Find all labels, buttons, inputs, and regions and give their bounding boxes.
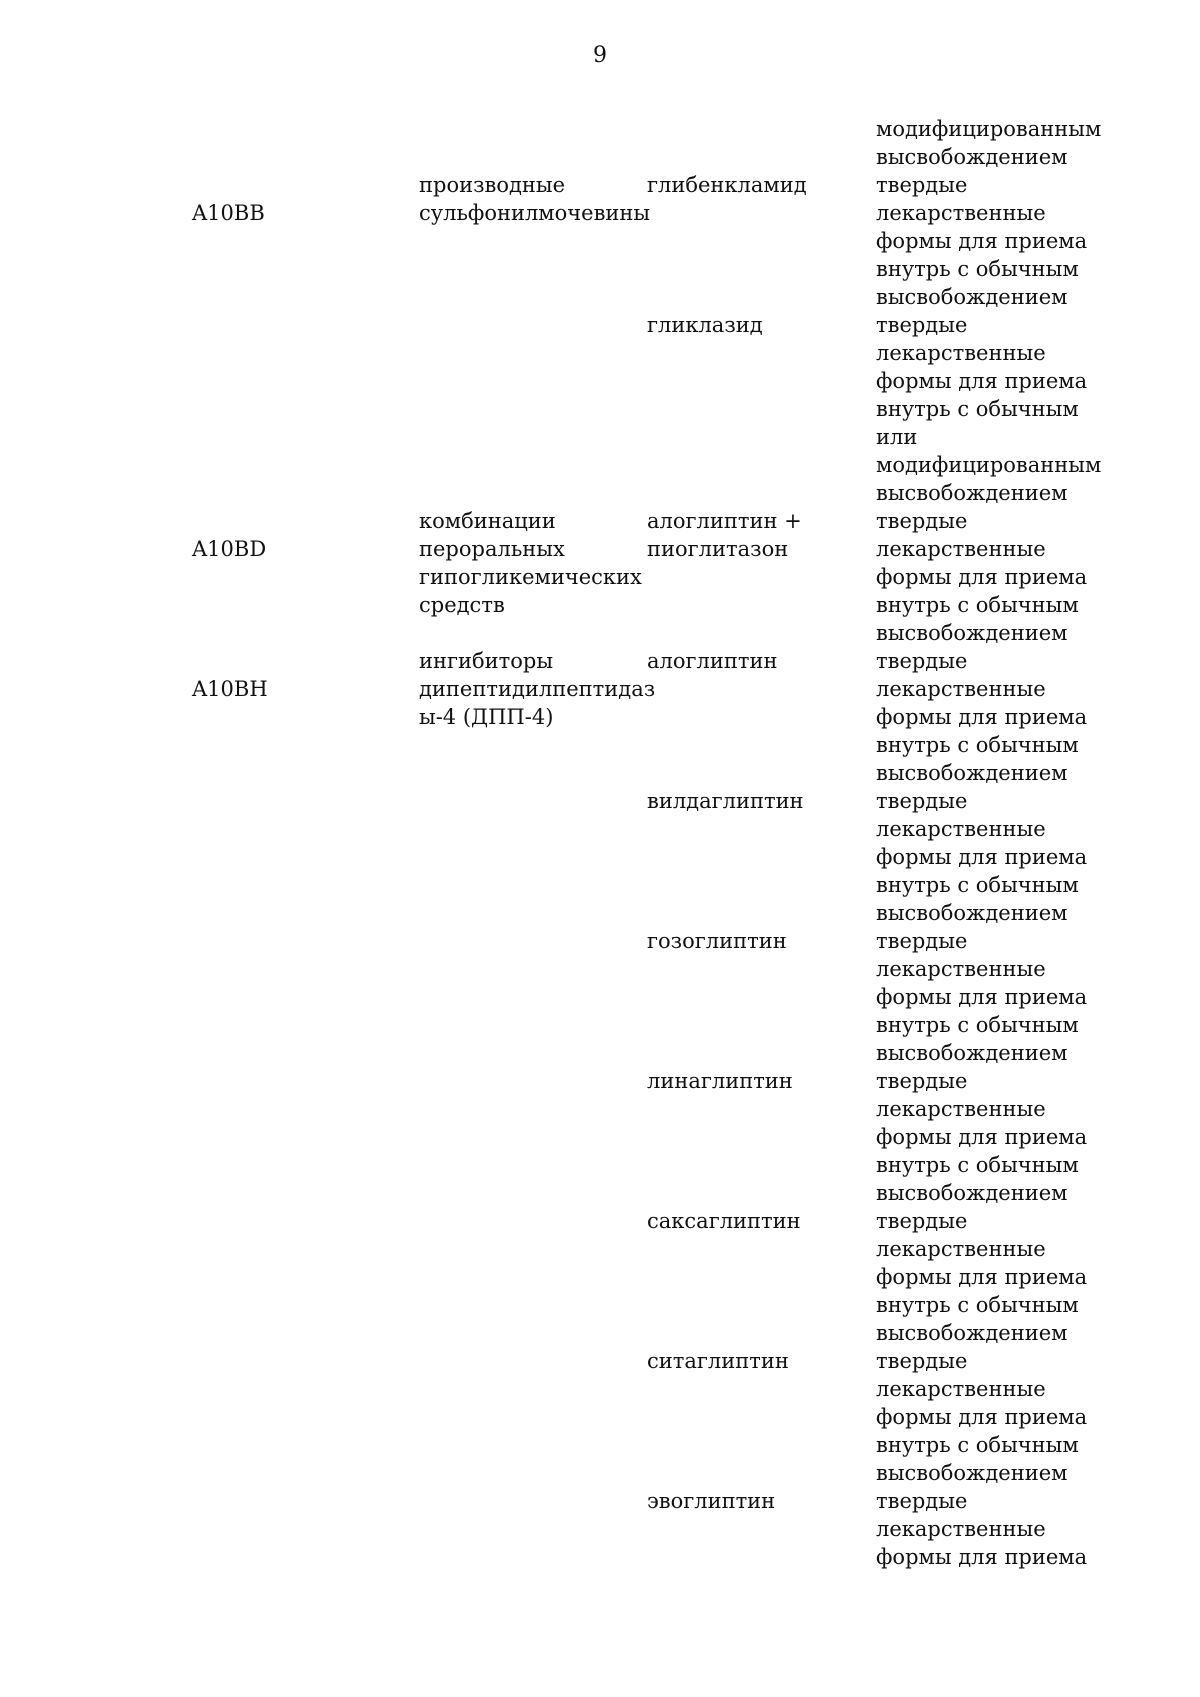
dosage-form: формы для приема <box>876 565 1088 589</box>
atc-code: A10BB <box>192 201 265 225</box>
dosage-form: твердые <box>876 313 968 337</box>
table-row <box>0 1375 1200 1403</box>
dosage-form: внутрь с обычным <box>876 1153 1079 1177</box>
drug-name: алоглиптин <box>647 649 778 673</box>
dosage-form: лекарственные <box>876 1237 1046 1261</box>
table-row <box>0 1459 1200 1487</box>
dosage-form: твердые <box>876 929 968 953</box>
dosage-form: твердые <box>876 1349 968 1373</box>
table-row <box>0 983 1200 1011</box>
table-row <box>0 227 1200 255</box>
drug-name: линаглиптин <box>647 1069 793 1093</box>
table-row <box>0 143 1200 171</box>
table-row <box>0 591 1200 619</box>
dosage-form: лекарственные <box>876 201 1046 225</box>
table-row <box>0 1123 1200 1151</box>
dosage-form: внутрь с обычным <box>876 1433 1079 1457</box>
dosage-form: формы для приема <box>876 985 1088 1009</box>
dosage-form: высвобождением <box>876 145 1068 169</box>
table-row <box>0 283 1200 311</box>
table-row <box>0 1235 1200 1263</box>
dosage-form: твердые <box>876 173 968 197</box>
dosage-form: твердые <box>876 649 968 673</box>
dosage-form: внутрь с обычным <box>876 257 1079 281</box>
dosage-form: или <box>876 425 918 449</box>
drug-name: гозоглиптин <box>647 929 787 953</box>
dosage-form: лекарственные <box>876 817 1046 841</box>
drug-name: вилдаглиптин <box>647 789 804 813</box>
dosage-form: твердые <box>876 509 968 533</box>
dosage-form: формы для приема <box>876 229 1088 253</box>
page-number: 9 <box>593 43 607 68</box>
table-row <box>0 899 1200 927</box>
drug-group: сульфонилмочевины <box>419 201 651 225</box>
dosage-form: внутрь с обычным <box>876 1293 1079 1317</box>
atc-code: A10BD <box>192 537 267 561</box>
dosage-form: высвобождением <box>876 1181 1068 1205</box>
dosage-form: формы для приема <box>876 369 1088 393</box>
dosage-form: формы для приема <box>876 1405 1088 1429</box>
table-row <box>0 787 1200 815</box>
drug-name: гликлазид <box>647 313 763 337</box>
drug-name: глибенкламид <box>647 173 807 197</box>
table-row <box>0 871 1200 899</box>
dosage-form: высвобождением <box>876 1321 1068 1345</box>
drug-name: саксаглиптин <box>647 1209 801 1233</box>
table-row <box>0 1515 1200 1543</box>
dosage-form: формы для приема <box>876 705 1088 729</box>
table-row <box>0 1319 1200 1347</box>
table-row <box>0 255 1200 283</box>
table-row <box>0 1347 1200 1375</box>
table-row <box>0 115 1200 143</box>
table-row <box>0 171 1200 199</box>
dosage-form: внутрь с обычным <box>876 593 1079 617</box>
table-row <box>0 451 1200 479</box>
drug-table <box>0 115 1200 1571</box>
dosage-form: твердые <box>876 1069 968 1093</box>
table-row <box>0 1095 1200 1123</box>
table-row <box>0 563 1200 591</box>
dosage-form: высвобождением <box>876 621 1068 645</box>
drug-group: комбинации <box>419 509 556 533</box>
table-row <box>0 815 1200 843</box>
dosage-form: твердые <box>876 789 968 813</box>
drug-name: эвоглиптин <box>647 1489 776 1513</box>
table-row <box>0 927 1200 955</box>
dosage-form: внутрь с обычным <box>876 1013 1079 1037</box>
table-row <box>0 731 1200 759</box>
table-row <box>0 955 1200 983</box>
dosage-form: твердые <box>876 1489 968 1513</box>
drug-name: алоглиптин + <box>647 509 802 533</box>
dosage-form: высвобождением <box>876 285 1068 309</box>
table-row <box>0 1291 1200 1319</box>
table-row <box>0 339 1200 367</box>
dosage-form: лекарственные <box>876 1517 1046 1541</box>
table-row <box>0 507 1200 535</box>
table-row <box>0 647 1200 675</box>
drug-group: ы-4 (ДПП-4) <box>419 705 554 729</box>
dosage-form: высвобождением <box>876 481 1068 505</box>
table-row <box>0 1011 1200 1039</box>
dosage-form: твердые <box>876 1209 968 1233</box>
table-row <box>0 1067 1200 1095</box>
dosage-form: модифицированным <box>876 117 1102 141</box>
table-row <box>0 1179 1200 1207</box>
atc-code: A10BH <box>192 677 268 701</box>
table-row <box>0 675 1200 703</box>
dosage-form: формы для приема <box>876 845 1088 869</box>
table-row <box>0 1263 1200 1291</box>
table-row <box>0 1543 1200 1571</box>
dosage-form: лекарственные <box>876 677 1046 701</box>
dosage-form: внутрь с обычным <box>876 733 1079 757</box>
drug-group: ингибиторы <box>419 649 554 673</box>
drug-group: гипогликемических <box>419 565 642 589</box>
dosage-form: внутрь с обычным <box>876 397 1079 421</box>
dosage-form: лекарственные <box>876 957 1046 981</box>
table-row <box>0 843 1200 871</box>
table-row <box>0 1207 1200 1235</box>
table-row <box>0 1039 1200 1067</box>
table-row <box>0 1431 1200 1459</box>
dosage-form: лекарственные <box>876 1377 1046 1401</box>
dosage-form: лекарственные <box>876 341 1046 365</box>
table-row <box>0 1403 1200 1431</box>
dosage-form: высвобождением <box>876 1461 1068 1485</box>
table-row <box>0 1487 1200 1515</box>
table-row <box>0 199 1200 227</box>
table-row <box>0 479 1200 507</box>
drug-group: производные <box>419 173 566 197</box>
table-row <box>0 367 1200 395</box>
table-row <box>0 311 1200 339</box>
dosage-form: формы для приема <box>876 1125 1088 1149</box>
dosage-form: высвобождением <box>876 761 1068 785</box>
table-row <box>0 759 1200 787</box>
dosage-form: внутрь с обычным <box>876 873 1079 897</box>
drug-name: пиоглитазон <box>647 537 789 561</box>
table-row <box>0 395 1200 423</box>
table-row <box>0 423 1200 451</box>
dosage-form: лекарственные <box>876 1097 1046 1121</box>
drug-group: средств <box>419 593 505 617</box>
dosage-form: высвобождением <box>876 1041 1068 1065</box>
drug-group: пероральных <box>419 537 565 561</box>
table-row <box>0 1151 1200 1179</box>
dosage-form: формы для приема <box>876 1265 1088 1289</box>
table-row <box>0 535 1200 563</box>
dosage-form: модифицированным <box>876 453 1102 477</box>
dosage-form: лекарственные <box>876 537 1046 561</box>
dosage-form: формы для приема <box>876 1545 1088 1569</box>
drug-group: дипептидилпептидаз <box>419 677 656 701</box>
dosage-form: высвобождением <box>876 901 1068 925</box>
table-row <box>0 619 1200 647</box>
drug-name: ситаглиптин <box>647 1349 789 1373</box>
table-row <box>0 703 1200 731</box>
